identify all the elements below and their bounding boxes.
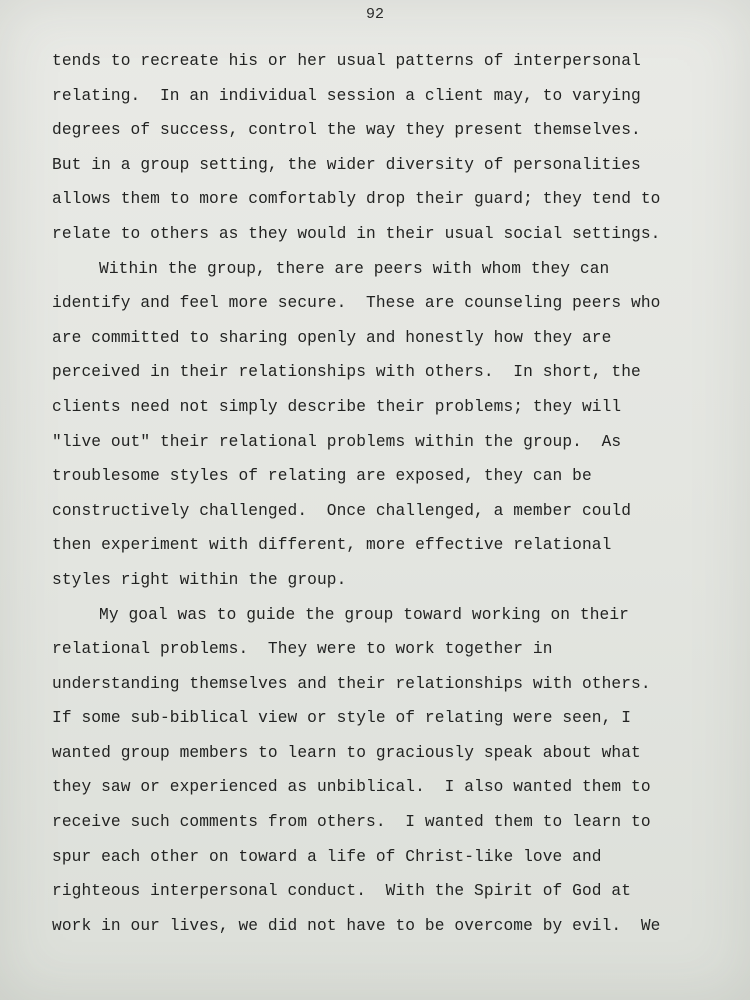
- text-line: But in a group setting, the wider diversity of personalities: [52, 155, 641, 174]
- text-line: "live out" their relational problems within the group. As: [52, 432, 622, 451]
- paragraph-start-line: My goal was to guide the group toward working on their: [99, 605, 629, 624]
- text-line: then experiment with different, more effective relational: [52, 536, 612, 555]
- text-line: work in our lives, we did not have to be overcome by evil. We: [52, 916, 661, 935]
- text-line: they saw or experienced as unbiblical. I also wanted them to: [52, 778, 651, 797]
- text-line: styles right within the group.: [52, 570, 347, 589]
- text-line: spur each other on toward a life of Christ-like love and: [52, 847, 602, 866]
- text-line: wanted group members to learn to graciously speak about what: [52, 743, 641, 762]
- page-number: 92: [365, 6, 384, 23]
- text-line: are committed to sharing openly and honestly how they are: [52, 328, 612, 347]
- text-line: constructively challenged. Once challenged, a member could: [52, 501, 632, 520]
- text-line: relate to others as they would in their usual social settings.: [52, 224, 661, 243]
- text-line: understanding themselves and their relationships with others.: [52, 674, 651, 693]
- text-line: righteous interpersonal conduct. With the Spirit of God at: [52, 882, 632, 901]
- text-line: identify and feel more secure. These are counseling peers who: [52, 294, 661, 313]
- text-line: relating. In an individual session a client may, to varying: [52, 86, 641, 105]
- text-line: If some sub-biblical view or style of relating were seen, I: [52, 709, 632, 728]
- body-text: [52, 44, 712, 943]
- text-line: relational problems. They were to work together in: [52, 640, 553, 659]
- paragraph-start-line: Within the group, there are peers with whom they can: [99, 259, 610, 278]
- text-line: perceived in their relationships with others. In short, the: [52, 363, 641, 382]
- text-line: receive such comments from others. I wanted them to learn to: [52, 813, 651, 832]
- text-line: tends to recreate his or her usual patterns of interpersonal: [52, 52, 641, 70]
- text-line: allows them to more comfortably drop their guard; they tend to: [52, 190, 661, 209]
- text-line: troublesome styles of relating are exposed, they can be: [52, 467, 592, 486]
- text-line: degrees of success, control the way they present themselves.: [52, 121, 641, 140]
- text-line: clients need not simply describe their problems; they will: [52, 397, 622, 416]
